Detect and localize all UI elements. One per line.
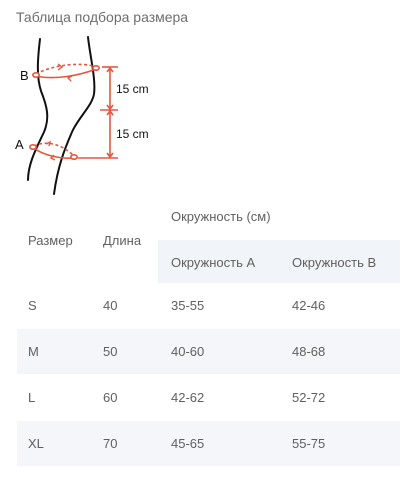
knee-measurement-diagram bbox=[14, 34, 164, 196]
leg-outline bbox=[28, 37, 94, 194]
lower-measure-label: 15 cm bbox=[116, 127, 149, 141]
row-length: 40 bbox=[103, 298, 118, 313]
row-circ-b: 55-75 bbox=[292, 436, 326, 451]
row-size: L bbox=[28, 390, 36, 405]
header-circ-b: Окружность B bbox=[292, 255, 377, 270]
row-size: M bbox=[28, 344, 39, 359]
row-band-xl bbox=[17, 421, 400, 466]
row-circ-a: 42-62 bbox=[171, 390, 205, 405]
row-circ-a: 40-60 bbox=[171, 344, 205, 359]
row-circ-b: 52-72 bbox=[292, 390, 326, 405]
page-title: Таблица подбора размера bbox=[16, 9, 189, 25]
header-circumference: Окружность (см) bbox=[171, 209, 271, 224]
header-size: Размер bbox=[28, 233, 73, 248]
header-length: Длина bbox=[103, 233, 142, 248]
upper-measure-label: 15 cm bbox=[116, 82, 149, 96]
measure-b-loop bbox=[33, 64, 99, 81]
row-length: 60 bbox=[103, 390, 118, 405]
measure-a-loop bbox=[30, 142, 77, 160]
row-length: 50 bbox=[103, 344, 118, 359]
row-length: 70 bbox=[103, 436, 118, 451]
row-size: S bbox=[28, 298, 37, 313]
row-circ-a: 35-55 bbox=[171, 298, 205, 313]
header-circ-a: Окружность A bbox=[171, 255, 256, 270]
row-circ-b: 42-46 bbox=[292, 298, 326, 313]
row-circ-a: 45-65 bbox=[171, 436, 205, 451]
label-a: A bbox=[15, 137, 24, 152]
label-b: B bbox=[20, 68, 29, 83]
row-band-m bbox=[17, 329, 400, 374]
row-circ-b: 48-68 bbox=[292, 344, 326, 359]
row-size: XL bbox=[28, 436, 44, 451]
